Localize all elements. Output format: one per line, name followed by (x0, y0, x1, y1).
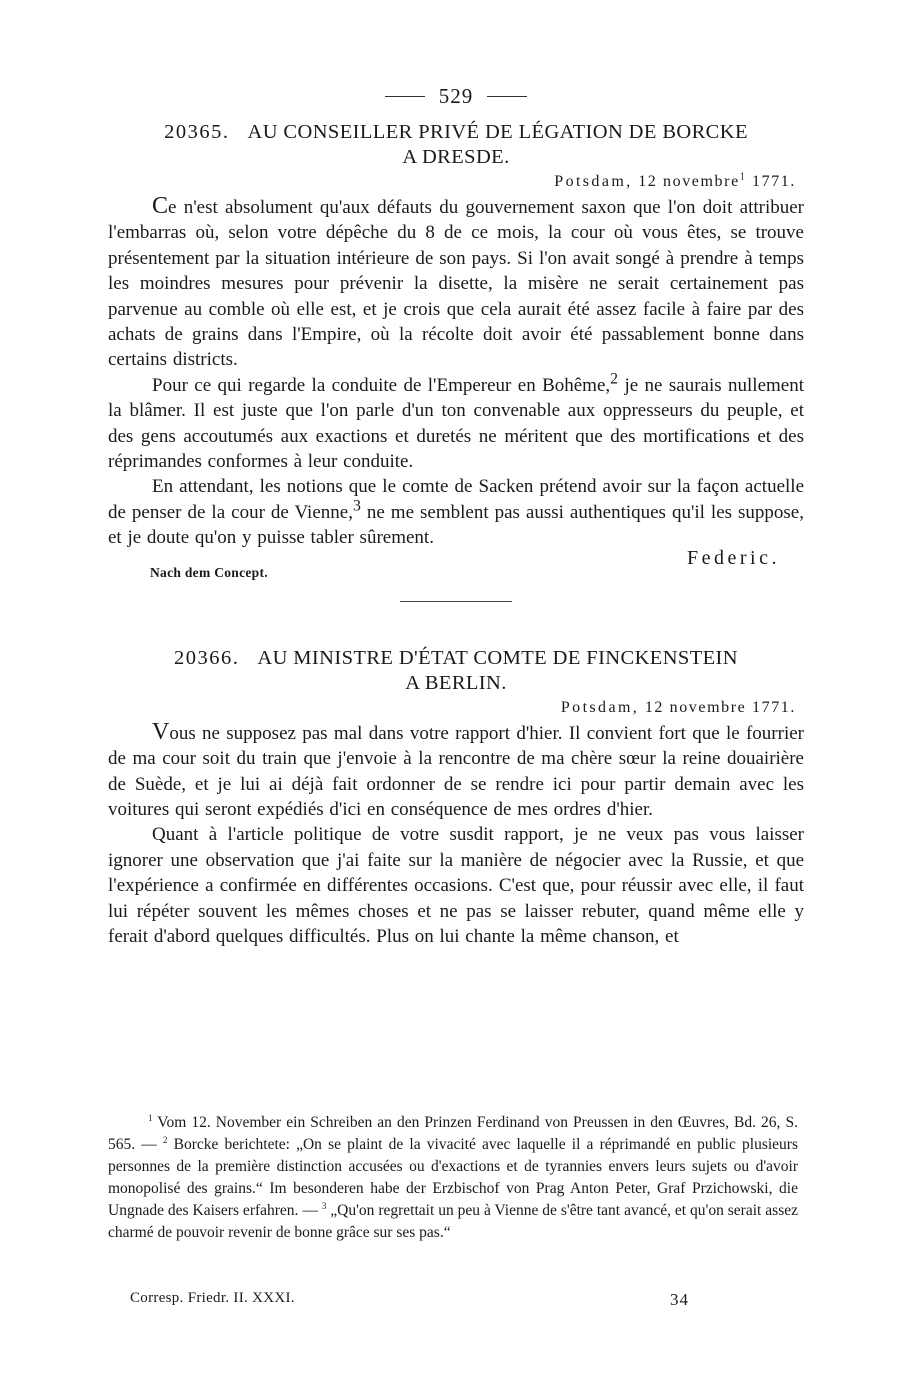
place: Potsdam, (560, 698, 640, 716)
source-note: Nach dem Concept. (150, 564, 268, 580)
letter-number: 20366. (174, 646, 240, 669)
letter-body (108, 194, 804, 551)
header-rule-right (487, 96, 527, 97)
letter-number: 20365. (164, 121, 230, 143)
place: Potsdam, (554, 173, 633, 190)
date: 12 novembre (644, 698, 747, 716)
place-date (108, 696, 804, 720)
letter-body (108, 720, 804, 950)
letter-title-line1: AU MINISTRE D'ÉTAT COMTE DE FINCKENSTEIN (257, 646, 738, 669)
letter-20366 (108, 646, 804, 950)
footnote-number: 2 (162, 1134, 168, 1145)
signature: Federic. (687, 546, 780, 569)
date: 12 novembre (638, 173, 740, 190)
letter-title-line2: A BERLIN. (405, 671, 507, 694)
sheet-number: 34 (670, 1290, 689, 1309)
year: 1771. (752, 173, 796, 190)
letter-heading (108, 120, 804, 170)
header-rule-left (385, 96, 425, 97)
initial-letter: V (152, 718, 170, 745)
letter-title-line1: AU CONSEILLER PRIVÉ DE LÉGATION DE BORCKE (247, 121, 748, 143)
paragraph: Ce n'est absolument qu'aux défauts du gouvernement saxon que l'on doit attribuer l'embarras où, selon votre dépêche du 8 de ce mois, la cour où vous êtes, se trouve présentement par la situation intérieure de son pays. Si l'on avait songé à prendre à temps les moindres mesures pour prévenir la disette, la misère ne serait certainement pas parvenue au comble où elle est, et je crois que cela aurait été assez facile à faire par des achats de grains dans l'Empire, où la récolte doit avoir été passablement bonne dans certains districts. (108, 193, 804, 371)
series-signature: Corresp. Friedr. II. XXXI. (130, 1290, 295, 1306)
page-header (108, 84, 804, 120)
footnote-ref: 1 (739, 171, 747, 183)
paragraph: Vous ne supposez pas mal dans votre rapport d'hier. Il convient fort que le fourrier de ma cour soit du train que j'envoie à la rencontre de ma chère sœur la reine douairière de Suède, et je lui ai déjà fait ordonner de se rendre ici pour partir demain avec les voitures qui seront expédiés d'ici en conséquence de mes ordres d'hier. (108, 718, 804, 820)
letter-title-line2: A DRESDE. (402, 146, 510, 168)
page-number: 529 (438, 84, 474, 108)
footnotes: $^1$ Vom 12. November ein Schreiben an den Prinzen Ferdinand von Preussen in den Œuvres, Bd. 26, S. 565. — $^2$ Borcke berichtete: „On se plaint de la vivacité avec laquelle il a réprimandé en public plusieurs personnes de la première distinction accusées ou d'exactions et de tyrannies envers leurs sujets ou d'avoir monopolisé des grains.“ Im besonderen habe der Erzbischof von Prag Anton Peter, Graf Przichowski, die Ungnade des Kaisers erfahren. — $^3$ „Qu'on regrettait un peu à Vienne de s'être tant avancé, et qu'on serait assez charmé de pouvoir revenir de bonne grâce sur ses pas.“ (108, 1112, 798, 1241)
letter-heading (108, 646, 804, 696)
footnote-number: 1 (148, 1112, 153, 1123)
footnote-ref: 2 (610, 370, 619, 388)
letter-20365 (108, 120, 804, 602)
year: 1771. (752, 698, 796, 716)
paragraph: Pour ce qui regarde la conduite de l'Empereur en Bohême,$^2$ je ne saurais nullement la blâmer. Il est juste que l'on parle d'un ton convenable aux oppresseurs du peuple, et des gens accoutumés aux exactions et duretés ne méritent que des mortifications et des réprimandes conformes à leur conduite. (108, 370, 805, 473)
footnote-number: 3 (321, 1200, 327, 1211)
paragraph: Quant à l'article politique de votre susdit rapport, je ne veux pas vous laisser ignorer une observation que j'ai faite sur la manière de négocier avec la Russie, et que l'expérience a confirmée en différentes occasions. C'est que, pour réussir avec elle, il faut lui répéter souvent les mêmes choses et ne pas se laisser rebuter, quand même elle y ferait d'abord quelques difficultés. Plus on lui chante la même chanson, et (108, 824, 804, 947)
paragraph: En attendant, les notions que le comte de Sacken prétend avoir sur la façon actuelle de penser de la cour de Vienne,$^3$ ne me semblent pas aussi authentiques qu'il les suppose, et je doute qu'on y puisse tabler sûrement. (108, 476, 804, 549)
place-date (108, 170, 804, 194)
document-page (108, 84, 804, 949)
footnote-ref: 3 (352, 497, 361, 515)
initial-letter: C (152, 193, 169, 219)
